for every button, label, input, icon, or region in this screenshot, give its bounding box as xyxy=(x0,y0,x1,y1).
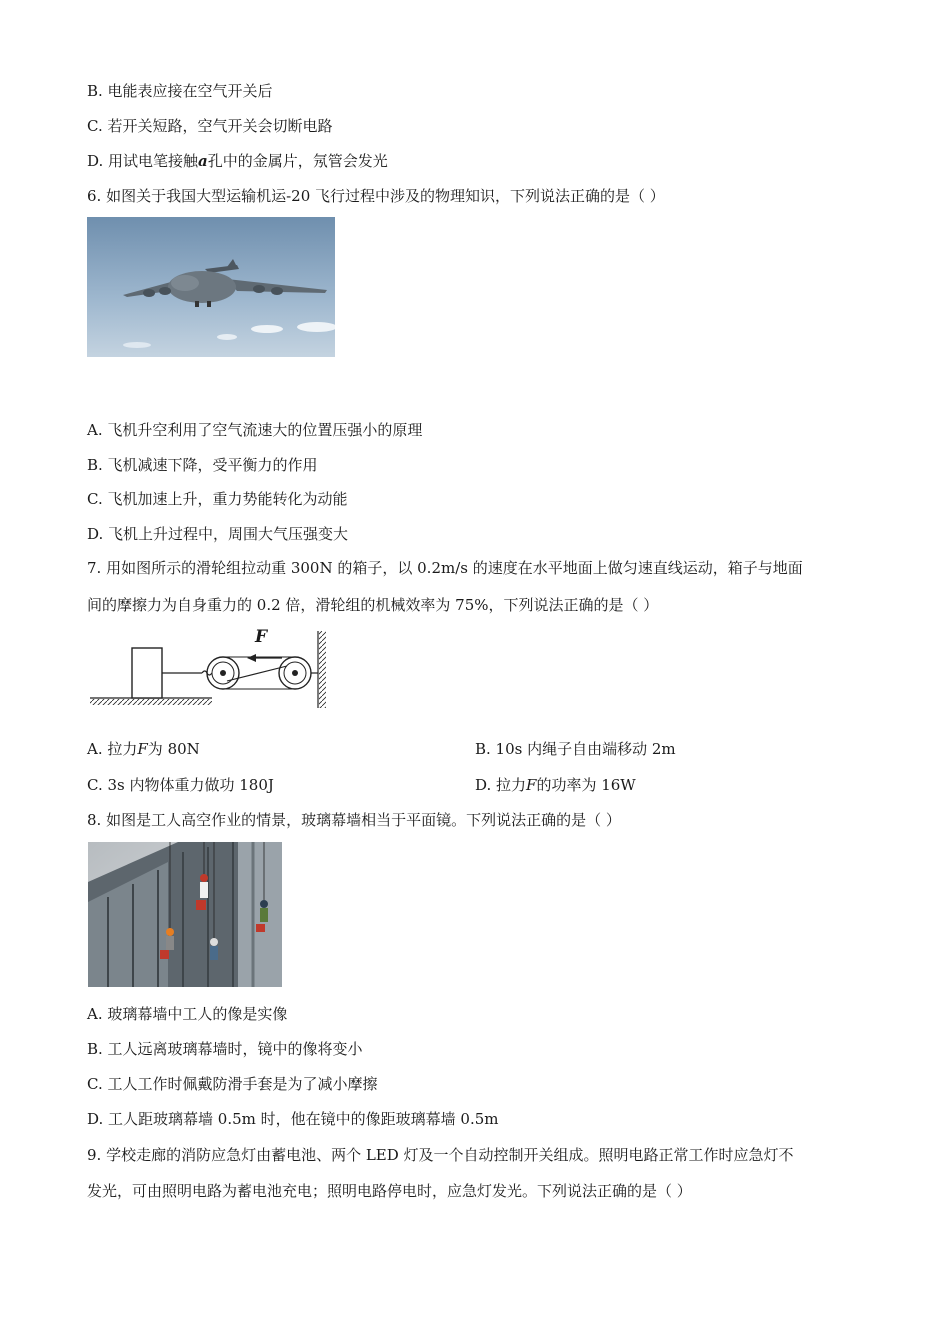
q6-option-d: D. 飞机上升过程中，周围大气压强变大 xyxy=(87,525,349,543)
q8-workers-photo xyxy=(88,842,282,987)
q8-option-b: B. 工人远离玻璃幕墙时，镜中的像将变小 xyxy=(87,1040,363,1058)
q8-stem: 8. 如图是工人高空作业的情景，玻璃幕墙相当于平面镜。下列说法正确的是（ ） xyxy=(87,811,621,829)
q6-option-c: C. 飞机加速上升，重力势能转化为动能 xyxy=(87,490,348,508)
q5-option-c: C. 若开关短路，空气开关会切断电路 xyxy=(87,117,333,135)
q7-option-a: A. 拉力F为 80N xyxy=(87,740,200,758)
q7-pulley-diagram xyxy=(87,626,332,711)
q7-option-d: D. 拉力F的功率为 16W xyxy=(475,776,636,794)
q6-stem: 6. 如图关于我国大型运输机运-20 飞行过程中涉及的物理知识，下列说法正确的是（ ） xyxy=(87,187,665,205)
q6-option-b: B. 飞机减速下降，受平衡力的作用 xyxy=(87,456,318,474)
q8-option-a: A. 玻璃幕墙中工人的像是实像 xyxy=(87,1005,288,1023)
q7-stem-line1: 7. 用如图所示的滑轮组拉动重 300N 的箱子，以 0.2m/s 的速度在水平地面上做匀速直线运动，箱子与地面 xyxy=(87,559,803,577)
q8-option-c: C. 工人工作时佩戴防滑手套是为了减小摩擦 xyxy=(87,1075,378,1093)
q6-airplane-photo xyxy=(87,217,335,357)
q9-stem-line2: 发光，可由照明电路为蓄电池充电；照明电路停电时，应急灯发光。下列说法正确的是（ ） xyxy=(87,1182,692,1200)
q5-option-b: B. 电能表应接在空气开关后 xyxy=(87,82,273,100)
q9-stem-line1: 9. 学校走廊的消防应急灯由蓄电池、两个 LED 灯及一个自动控制开关组成。照明电路正常工作时应急灯不 xyxy=(87,1146,794,1164)
q7-stem-line2: 间的摩擦力为自身重力的 0.2 倍，滑轮组的机械效率为 75%，下列说法正确的是（ ） xyxy=(87,596,659,614)
force-label-f: F xyxy=(255,627,268,647)
q7-option-c: C. 3s 内物体重力做功 180J xyxy=(87,776,274,794)
q5-option-d: D. 用试电笔接触a孔中的金属片，氖管会发光 xyxy=(87,152,388,170)
q8-option-d: D. 工人距玻璃幕墙 0.5m 时，他在镜中的像距玻璃幕墙 0.5m xyxy=(87,1110,499,1128)
q6-option-a: A. 飞机升空利用了空气流速大的位置压强小的原理 xyxy=(87,421,423,439)
q7-option-b: B. 10s 内绳子自由端移动 2m xyxy=(475,740,676,758)
